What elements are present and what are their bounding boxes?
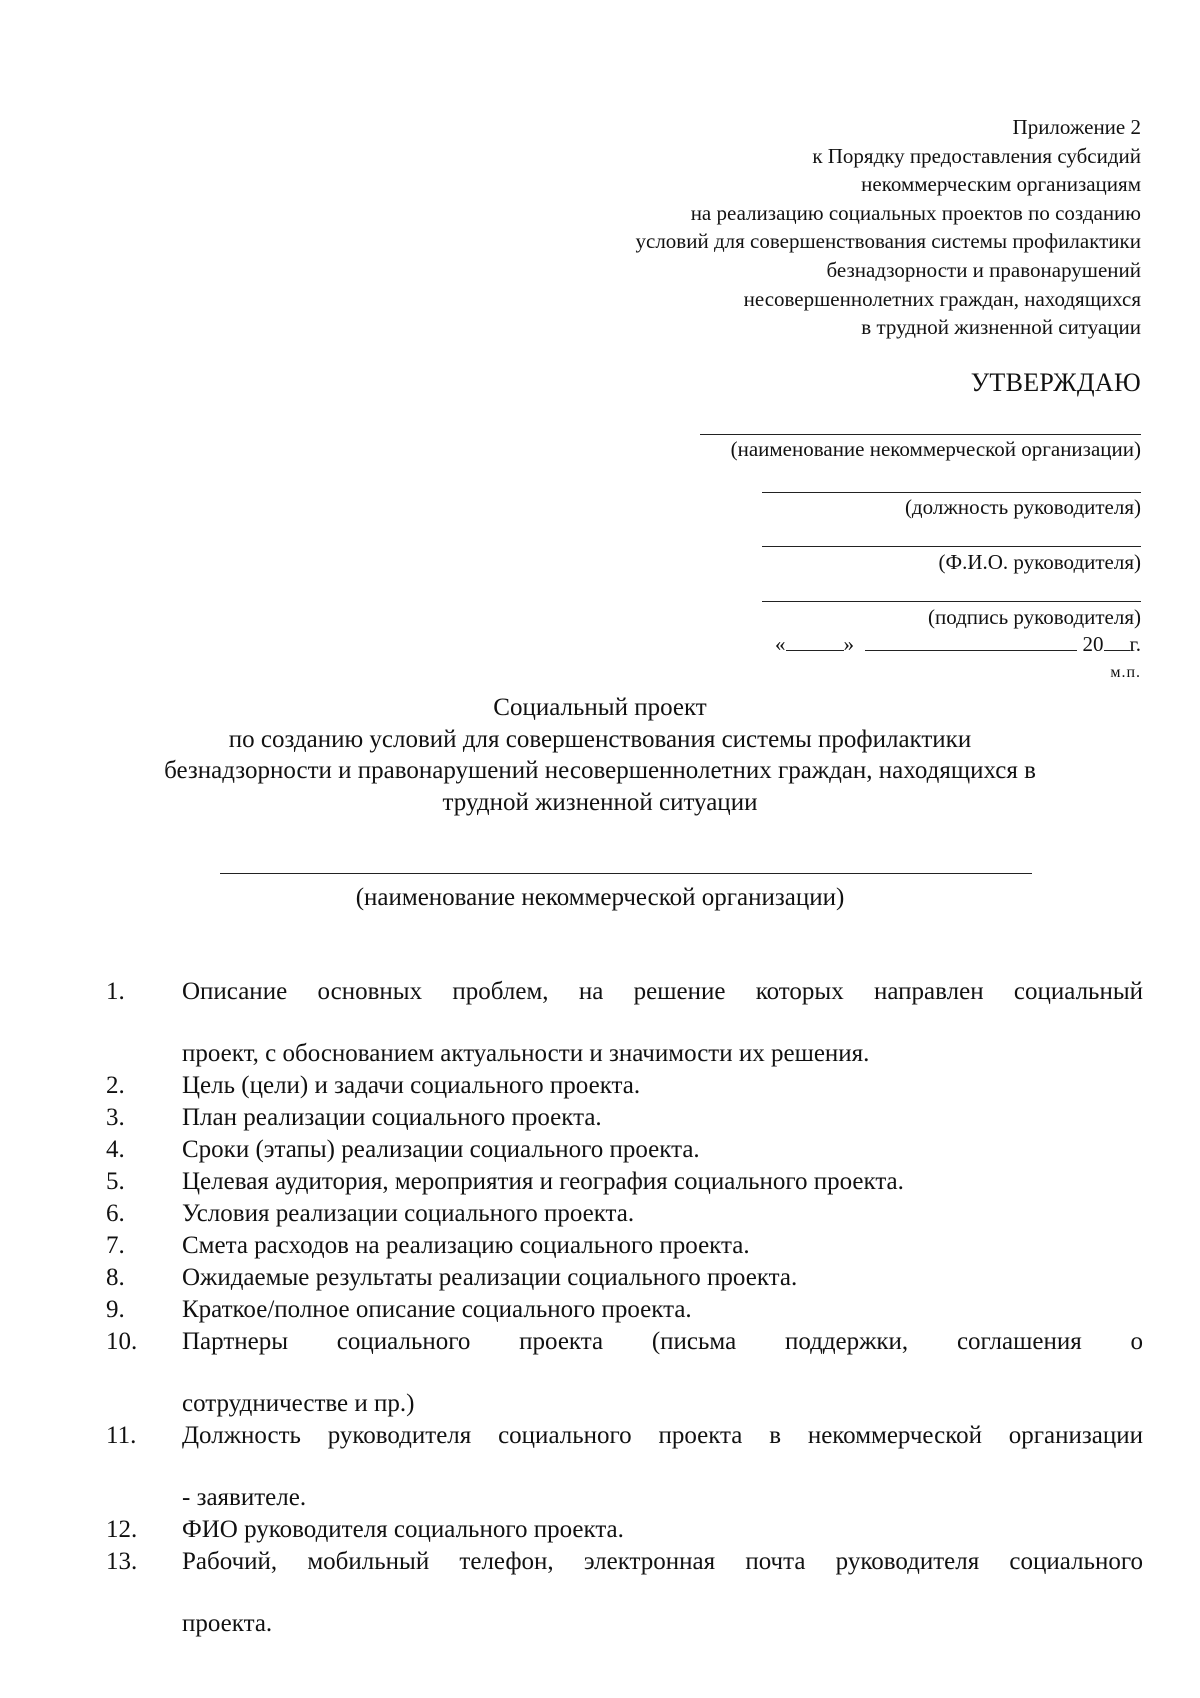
appendix-line: некоммерческим организациям — [861, 172, 1141, 197]
item-line: Цель (цели) и задачи социального проекта. — [182, 1072, 641, 1099]
item-line: Ожидаемые результаты реализации социального проекта. — [182, 1264, 798, 1291]
appendix-line: на реализацию социальных проектов по созданию — [690, 200, 1141, 225]
item-number: 4. — [106, 1136, 125, 1163]
project-title-line: трудной жизненной ситуации — [442, 788, 758, 816]
item-number: 12. — [106, 1516, 138, 1543]
year-blank — [1104, 632, 1130, 651]
appendix-line: условий для совершенствования системы профилактики — [635, 229, 1141, 254]
appendix-line: несовершеннолетних граждан, находящихся — [743, 286, 1141, 311]
appendix-header — [636, 113, 1142, 342]
item-number: 2. — [106, 1072, 125, 1099]
item-line: ФИО руководителя социального проекта. — [182, 1516, 624, 1543]
project-title-line: Социальный проект — [493, 694, 707, 721]
org-name-line — [700, 434, 1141, 435]
item-text — [182, 1326, 1143, 1419]
item-line: сотрудничестве и пр.) — [182, 1390, 415, 1417]
item-line: Рабочий, мобильный телефон, электронная почта руководителя социального — [182, 1548, 1143, 1575]
item-text — [182, 1546, 1143, 1639]
list-item — [106, 1102, 1143, 1133]
item-line: План реализации социального проекта. — [182, 1104, 602, 1131]
item-line: Краткое/полное описание социального проекта. — [182, 1296, 692, 1323]
org-name-caption: (наименование некоммерческой организации) — [730, 437, 1141, 461]
requirements-list — [106, 976, 1143, 1640]
item-line: Должность руководителя социального проекта в некоммерческой организации — [182, 1422, 1143, 1449]
approval-date — [775, 632, 1141, 657]
approval-title: УТВЕРЖДАЮ — [970, 368, 1141, 397]
list-item — [106, 1166, 1143, 1197]
project-title — [100, 692, 1100, 818]
appendix-line: безнадзорности и правонарушений — [826, 257, 1141, 282]
stamp-place: м.п. — [1110, 664, 1141, 681]
item-line: Целевая аудитория, мероприятия и география социального проекта. — [182, 1168, 904, 1195]
day-blank — [786, 632, 844, 651]
item-text — [182, 976, 1143, 1069]
list-item — [106, 1230, 1143, 1261]
list-item — [106, 1326, 1143, 1419]
appendix-line: к Порядку предоставления субсидий — [812, 143, 1141, 168]
list-item — [106, 1420, 1143, 1513]
month-blank — [865, 632, 1077, 651]
signature-caption: (подпись руководителя) — [927, 605, 1141, 629]
signature-line — [762, 601, 1141, 602]
item-line: - заявителе. — [182, 1484, 307, 1511]
list-item — [106, 1070, 1143, 1101]
item-number: 6. — [106, 1200, 125, 1227]
item-line: Партнеры социального проекта (письма поддержки, соглашения о — [182, 1328, 1143, 1355]
item-line: Описание основных проблем, на решение которых направлен социальный — [182, 978, 1143, 1005]
item-number: 8. — [106, 1264, 125, 1291]
list-item — [106, 976, 1143, 1069]
year-suffix: г. — [1129, 632, 1141, 656]
item-number: 1. — [106, 978, 125, 1005]
year-prefix: 20 — [1082, 632, 1104, 656]
date-close-quote: » — [843, 632, 854, 656]
project-org-line — [220, 873, 1032, 874]
list-item — [106, 1134, 1143, 1165]
list-item — [106, 1546, 1143, 1639]
item-text — [182, 1420, 1143, 1513]
list-item — [106, 1514, 1143, 1545]
list-item — [106, 1294, 1143, 1325]
date-open-quote: « — [775, 632, 786, 656]
list-item — [106, 1262, 1143, 1293]
position-line — [762, 492, 1141, 493]
item-number: 10. — [106, 1328, 138, 1355]
project-org-caption: (наименование некоммерческой организации) — [355, 884, 845, 911]
appendix-line: Приложение 2 — [1012, 115, 1141, 139]
item-line: Условия реализации социального проекта. — [182, 1200, 635, 1227]
item-number: 9. — [106, 1296, 125, 1323]
project-title-line: по созданию условий для совершенствования системы профилактики — [228, 725, 972, 753]
item-number: 5. — [106, 1168, 125, 1195]
item-number: 7. — [106, 1232, 125, 1259]
appendix-line: в трудной жизненной ситуации — [861, 315, 1141, 340]
list-item — [106, 1198, 1143, 1229]
item-line: Смета расходов на реализацию социального проекта. — [182, 1232, 750, 1259]
fio-line — [762, 546, 1141, 547]
position-caption: (должность руководителя) — [904, 495, 1141, 519]
item-number: 3. — [106, 1104, 125, 1131]
project-title-line: безнадзорности и правонарушений несовершеннолетних граждан, находящихся в — [164, 757, 1036, 784]
fio-caption: (Ф.И.О. руководителя) — [938, 550, 1141, 574]
item-line: проекта. — [182, 1610, 273, 1637]
item-number: 13. — [106, 1548, 138, 1575]
item-line: проект, с обоснованием актуальности и значимости их решения. — [182, 1040, 870, 1067]
item-line: Сроки (этапы) реализации социального проекта. — [182, 1136, 700, 1163]
item-number: 11. — [106, 1422, 137, 1449]
